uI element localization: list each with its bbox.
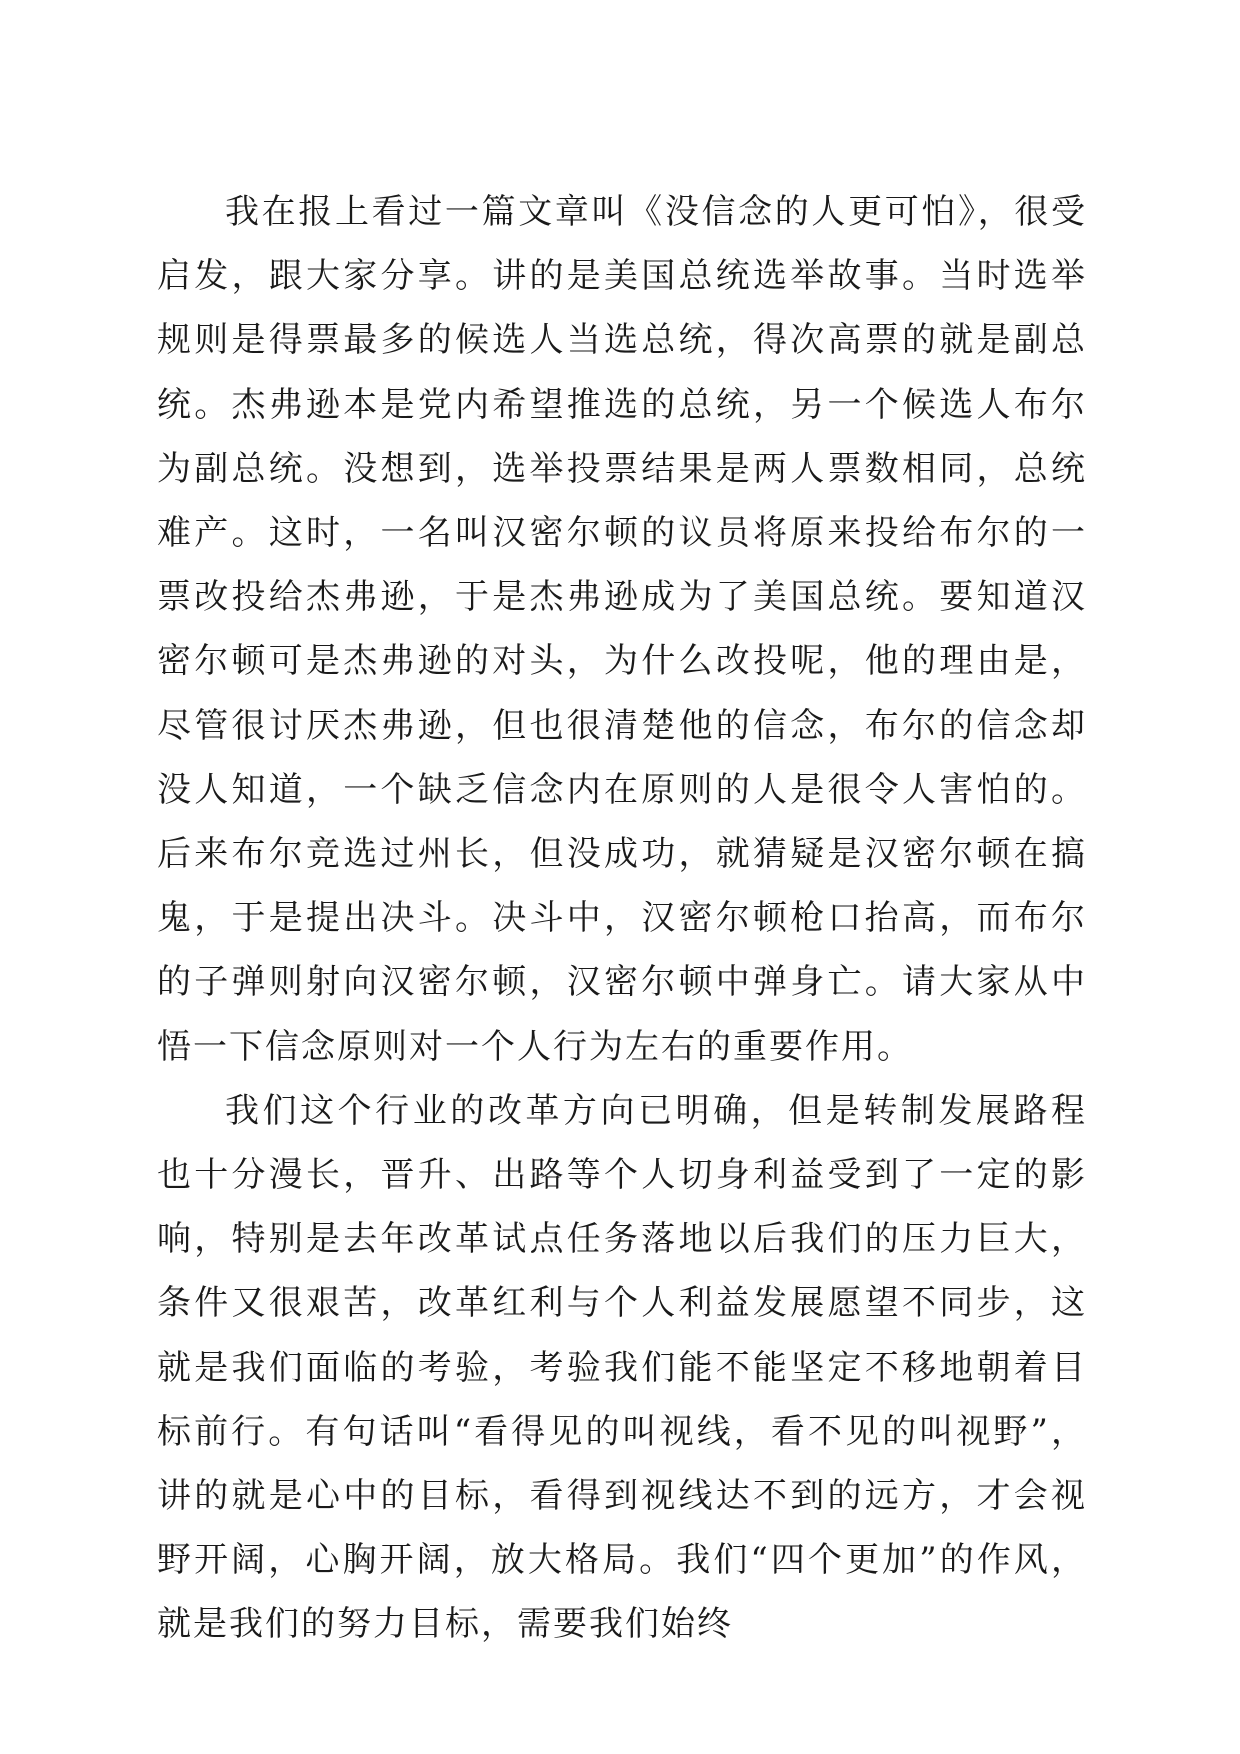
body-text — [157, 180, 1087, 1657]
paragraph-belief-story: 我在报上看过一篇文章叫《没信念的人更可怕》，很受启发，跟大家分享。讲的是美国总统选举故事。当时选举规则是得票最多的候选人当选总统，得次高票的就是副总统。杰弗逊本是党内希望推选的总统，另一个候选人布尔为副总统。没想到，选举投票结果是两人票数相同，总统难产。这时，一名叫汉密尔顿的议员将原来投给布尔的一票改投给杰弗逊，于是杰弗逊成为了美国总统。要知道汉密尔顿可是杰弗逊的对头，为什么改投呢，他的理由是，尽管很讨厌杰弗逊，但也很清楚他的信念，布尔的信念却没人知道，一个缺乏信念内在原则的人是很令人害怕的。后来布尔竞选过州长，但没成功，就猜疑是汉密尔顿在搞鬼，于是提出决斗。决斗中，汉密尔顿枪口抬高，而布尔的子弹则射向汉密尔顿，汉密尔顿中弹身亡。请大家从中悟一下信念原则对一个人行为左右的重要作用。 — [157, 192, 1087, 1067]
paragraph-reform-goals: 我们这个行业的改革方向已明确，但是转制发展路程也十分漫长，晋升、出路等个人切身利益受到了一定的影响，特别是去年改革试点任务落地以后我们的压力巨大，条件又很艰苦，改革红利与个人利益发展愿望不同步，这就是我们面临的考验，考验我们能不能坚定不移地朝着目标前行。有句话叫“看得见的叫视线，看不见的叫视野”，讲的就是心中的目标，看得到视线达不到的远方，才会视野开阔，心胸开阔，放大格局。我们“四个更加”的作风，就是我们的努力目标，需要我们始终 — [157, 1090, 1087, 1645]
